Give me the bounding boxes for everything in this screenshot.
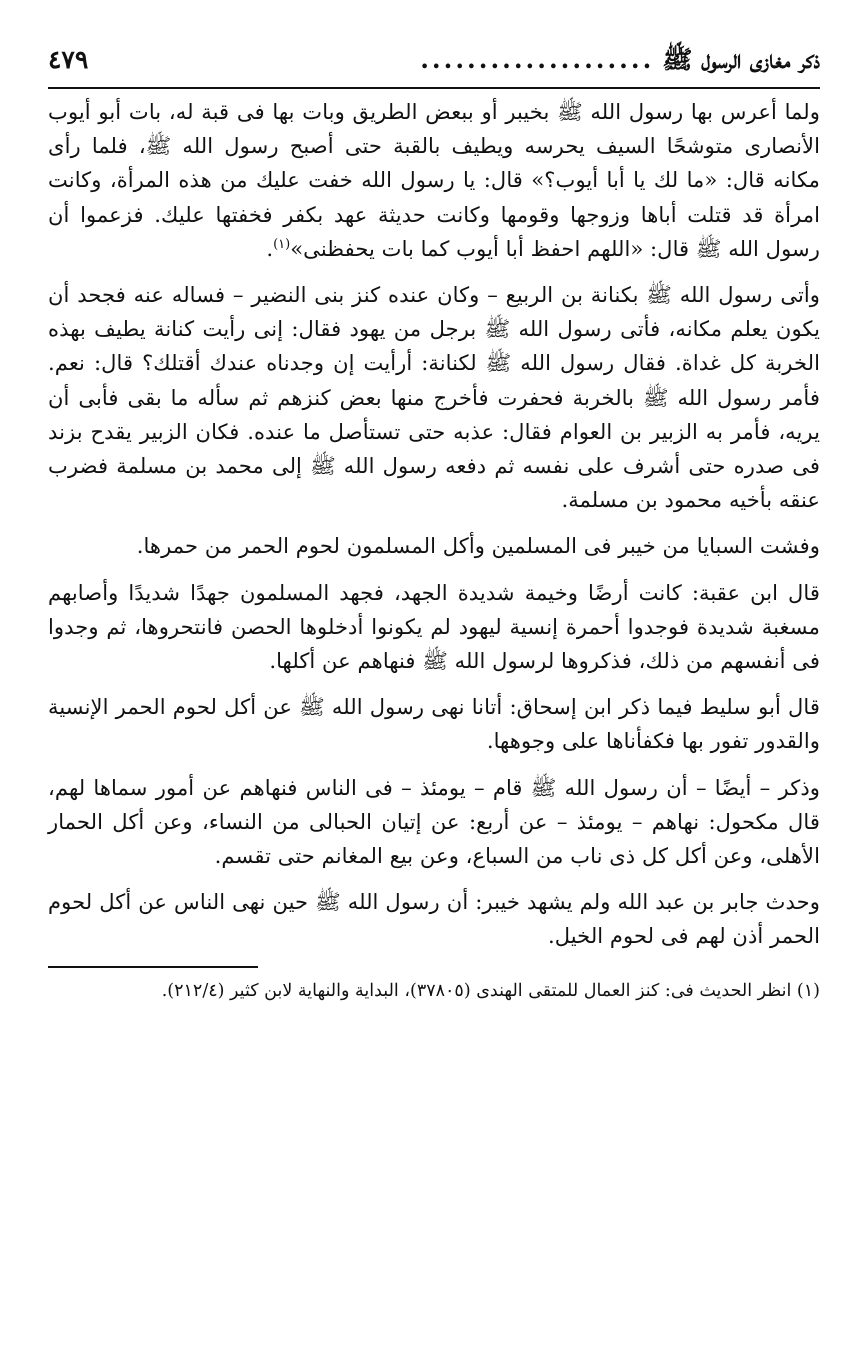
footnote-1: (١) انظر الحديث فى: كنز العمال للمتقى الهندى (٣٧٨٠٥)، البداية والنهاية لابن كثير (٢١٢/٤). [161,980,820,1001]
paragraph-6: وذكر – أيضًا – أن رسول الله ﷺ قام – يومئذ – فى الناس فنهاهم عن أمور سماها لهم، قال مكحول: نهاهم – يومئذ – عن أربع: عن إتيان الحبالى من النساء، وعن أكل الحمار الأهلى، وعن أكل كل ذى ناب من السباع، وعن بيع المغانم حتى تقسم. [48,774,820,869]
footnote-divider [48,966,258,968]
paragraph-1 [48,95,820,266]
footnote-reference: (١) [273,236,291,252]
paragraph-2: وأتى رسول الله ﷺ بكنانة بن الربيع – وكان عنده كنز بنى النضير – فساله عنه فجحد أن يكون يعلم مكانه، فأتى رسول الله ﷺ برجل من يهود فقال: إنى رأيت كنانة يطيف بهذه الخربة كل غداة. فقال رسول الله ﷺ لكنانة: أرأيت إن وجدناه عندك أقتلك؟ قال: نعم. فأمر رسول الله ﷺ بالخربة فحفرت فأخرج منها بعض كنزهم ثم سأله ما بقى فأبى أن يريه، فأمر به الزبير بن العوام فقال: عذبه حتى تستأصل ما عنده. فكان الزبير يقدح بزند فى صدره حتى أشرف على نفسه ثم دفعه رسول الله ﷺ إلى محمد بن مسلمة فضرب عنقه بأخيه محمود بن مسلمة. [48,282,820,513]
chapter-title: ذكر مغازى الرسول ﷺ [662,45,820,74]
running-header [48,44,820,89]
page-number: ٤٧٩ [48,45,89,74]
footnotes [48,976,820,1006]
paragraph-3: وفشت السبايا من خيبر فى المسلمين وأكل المسلمون لحوم الحمر من حمرها. [136,533,820,559]
paragraph-7: وحدث جابر بن عبد الله ولم يشهد خيبر: أن رسول الله ﷺ حين نهى الناس عن أكل لحوم الحمر أذن لهم فى لحوم الخيل. [48,889,820,949]
paragraph-5: قال أبو سليط فيما ذكر ابن إسحاق: أتانا نهى رسول الله ﷺ عن أكل لحوم الحمر الإنسية والقدور تفور بها فكفأناها على وجوهها. [48,694,820,754]
paragraph-1-text: ولما أعرس بها رسول الله ﷺ بخيبر أو ببعض الطريق وبات بها فى قبة له، بات أبو أيوب الأنصارى متوشحًا السيف يحرسه ويطيف بالقبة حتى أصبح رسول الله ﷺ، فلما رأى مكانه قال: «ما لك يا أبا أيوب؟» قال: يا رسول الله خفت عليك من هذه المرأة، وكانت امرأة قد قتلت أباها وزوجها وقومها وكانت حديثة عهد بكفر فخفتها عليك. فزعموا أن رسول الله ﷺ قال: «اللهم احفظ أبا أيوب كما بات يحفظنى» [48,99,820,261]
page-body [48,95,820,954]
paragraph-1-end: . [266,235,274,261]
paragraph-4: قال ابن عقبة: كانت أرضًا وخيمة شديدة الجهد، فجهد المسلمون جهدًا شديدًا وأصابهم مسغبة شديدة فوجدوا أحمرة إنسية ليهود لم يكونوا أدخلوها الحصن فانتحروها، ثم وجدوا فى أنفسهم من ذلك، فذكروها لرسول الله ﷺ فنهاهم عن أكلها. [48,579,820,674]
header-leader-dots: .................... [420,45,655,74]
